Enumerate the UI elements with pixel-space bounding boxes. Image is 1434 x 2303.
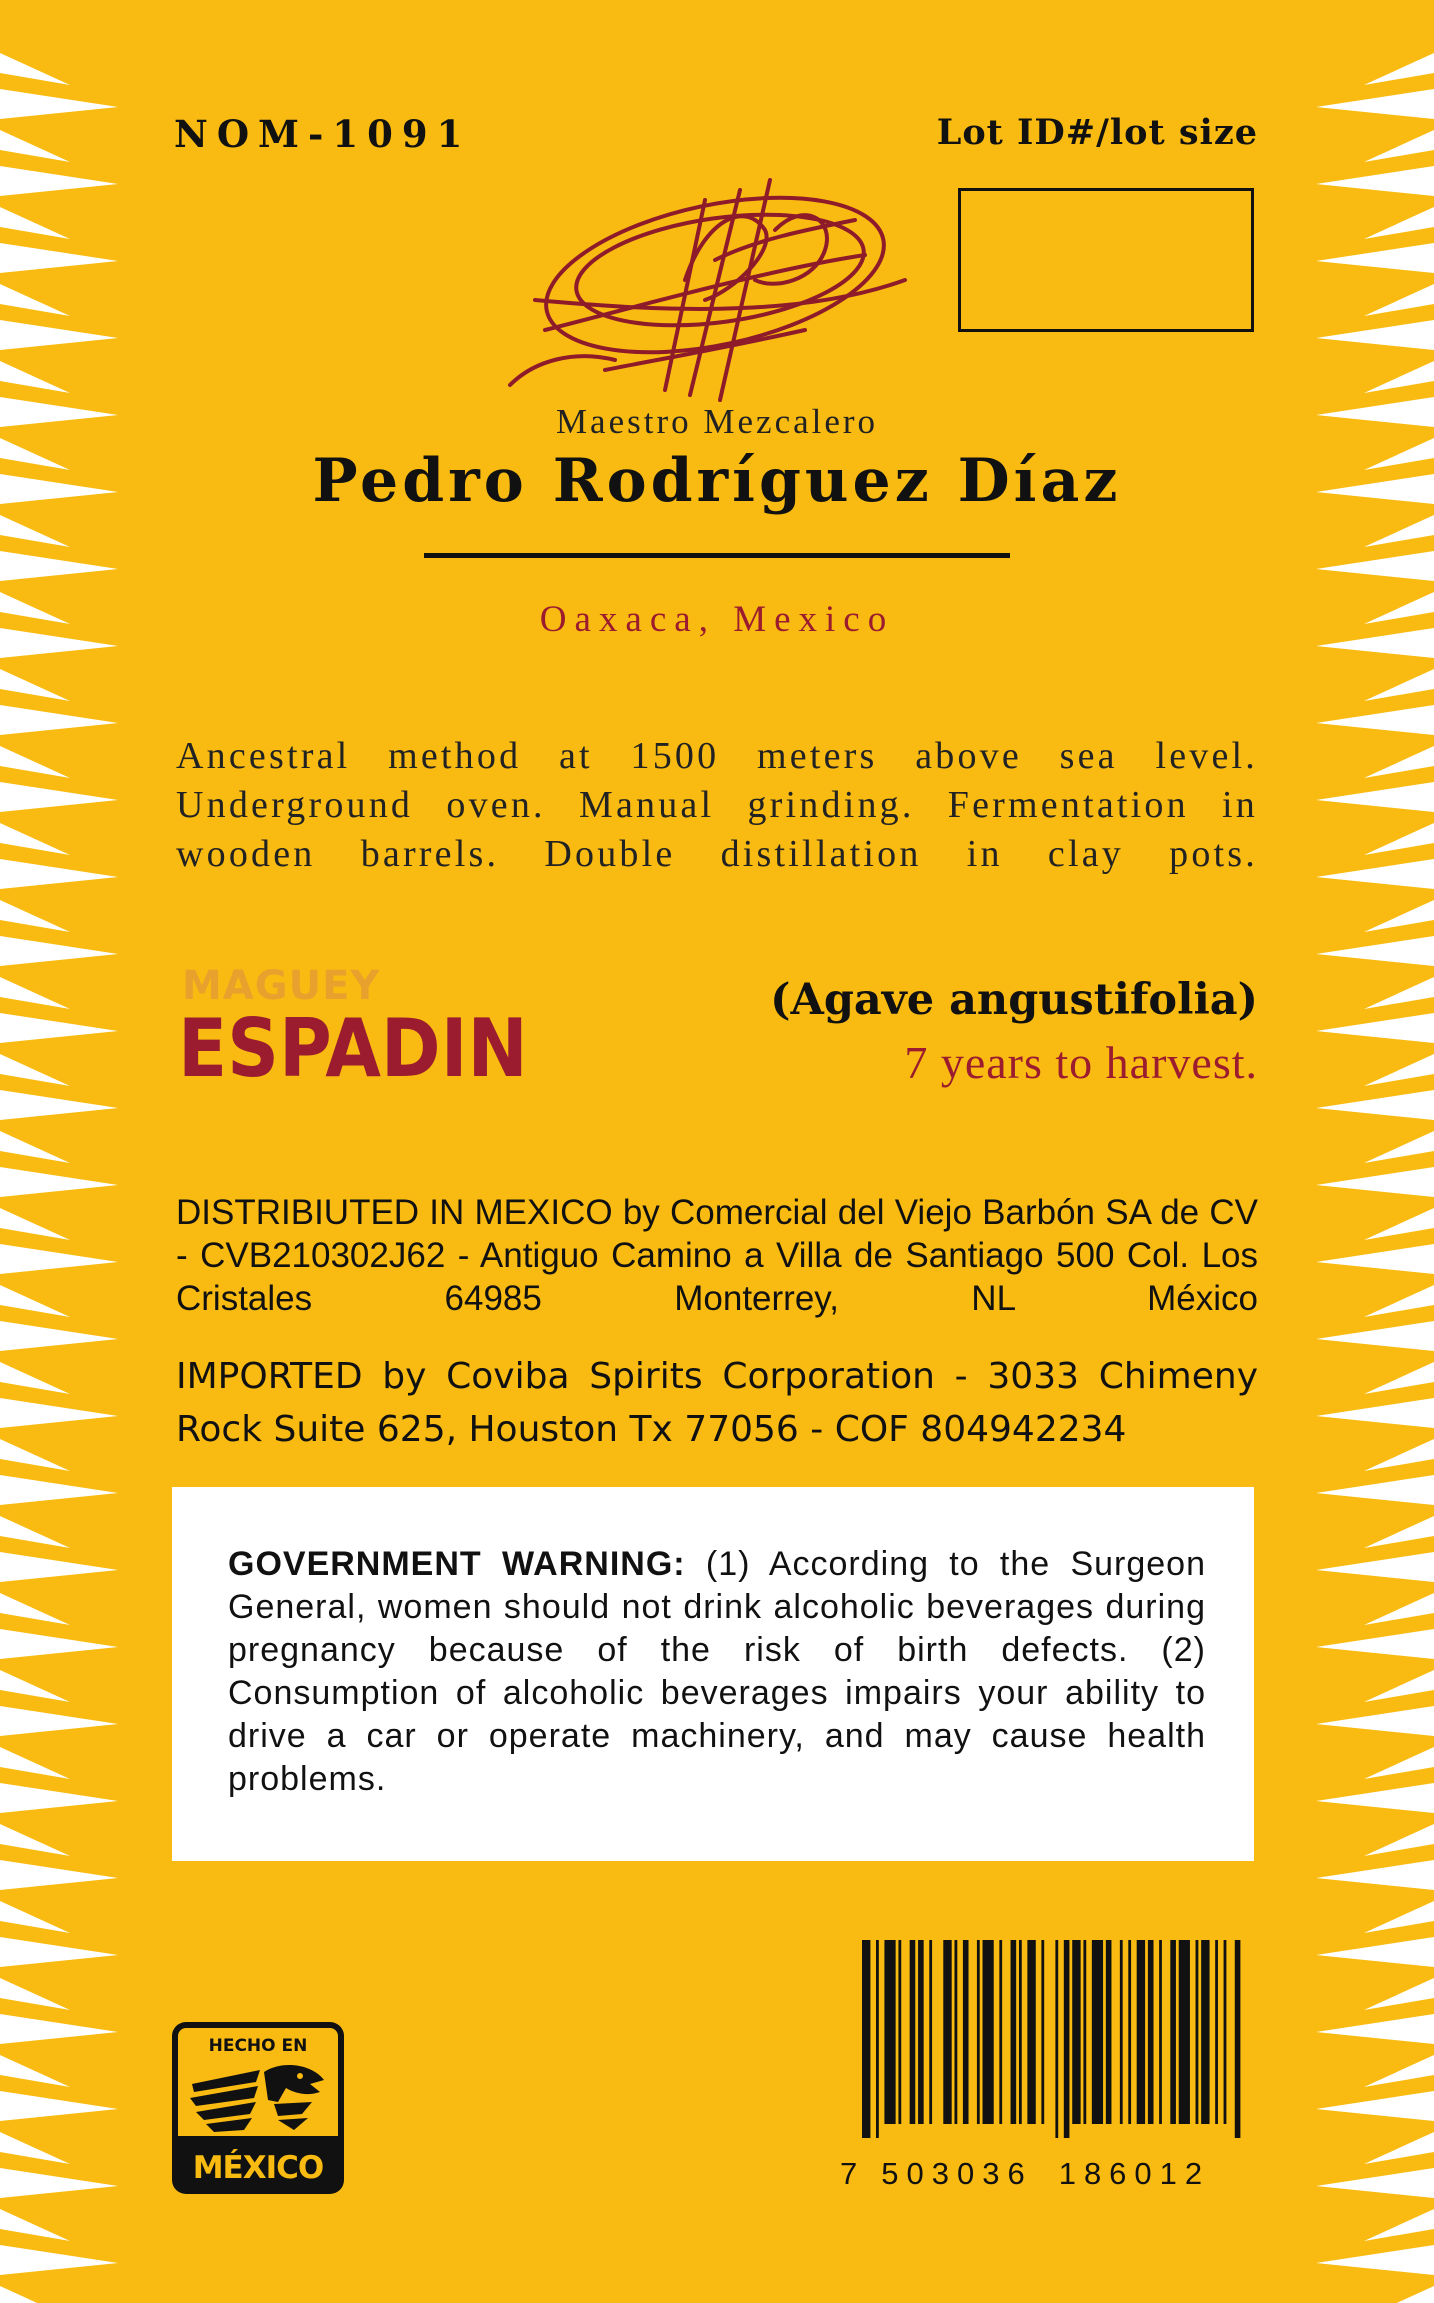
eagle-icon (182, 2062, 332, 2136)
barcode-bar (929, 1940, 932, 2124)
spike (1364, 900, 1434, 932)
agave-name: ESPADIN (178, 1002, 528, 1095)
barcode-bar (999, 1940, 1002, 2124)
barcode-number (840, 2156, 1240, 2192)
spike (0, 1824, 70, 1856)
spike (0, 1321, 118, 1351)
spike (0, 977, 70, 1009)
signature-icon (505, 160, 925, 420)
spike (1364, 1208, 1434, 1240)
spike (1364, 1593, 1434, 1625)
barcode-bar (983, 1940, 994, 2124)
spike (1364, 746, 1434, 778)
barcode-bar (943, 1940, 951, 2124)
spike (0, 2091, 118, 2121)
spike (1364, 1747, 1434, 1779)
spike (1316, 705, 1434, 735)
maestro-name: Pedro Rodríguez Díaz (312, 446, 1122, 516)
spike (0, 669, 70, 701)
spike (1316, 1013, 1434, 1043)
spike (1364, 515, 1434, 547)
spike (1316, 1244, 1434, 1274)
barcode-bar (1019, 1940, 1022, 2124)
distributor-info: DISTRIBIUTED IN MEXICO by Comercial del Viejo Barbón SA de CV - CVB210302J62 - Antiguo Camino a Villa de Santiago 500 Col. Los Cristales 64985 Monterrey, NL México (176, 1193, 1258, 1318)
government-warning-text (228, 1543, 1206, 1801)
barcode-bar (910, 1940, 916, 2124)
barcode-bar (1072, 1940, 1080, 2124)
spike (1316, 1398, 1434, 1428)
spike (1364, 284, 1434, 316)
spike (0, 1901, 70, 1933)
spike (0, 1208, 70, 1240)
spike (0, 515, 70, 547)
warning-heading: GOVERNMENT WARNING: (228, 1545, 686, 1583)
maguey-label: MAGUEY (182, 963, 381, 1009)
barcode-bar (1106, 1940, 1112, 2124)
nom-number: NOM-1091 (174, 112, 472, 156)
spike (1316, 166, 1434, 196)
spike (1364, 2209, 1434, 2241)
spike (1316, 1629, 1434, 1659)
spike (0, 2245, 118, 2275)
barcode-bar (862, 1940, 870, 2138)
spike (0, 284, 70, 316)
harvest-time: 7 years to harvest. (904, 1037, 1258, 1088)
spike (0, 2209, 70, 2241)
barcode-bar (1148, 1940, 1154, 2124)
spike (1364, 1901, 1434, 1933)
spike (0, 1244, 118, 1274)
spike (0, 705, 118, 735)
spike (0, 1937, 118, 1967)
spike (0, 1978, 70, 2010)
spike (0, 166, 118, 196)
spike (0, 2014, 118, 2044)
barcode-bar (918, 1940, 924, 2124)
barcode-bar (1011, 1940, 1017, 2124)
spike (0, 823, 70, 855)
spike (1364, 977, 1434, 1009)
spike (0, 2055, 70, 2087)
spike (0, 2132, 70, 2164)
lot-label: Lot ID#/lot size (936, 112, 1258, 153)
spike (1316, 1706, 1434, 1736)
spike (0, 130, 70, 162)
method-description: Ancestral method at 1500 meters above sea level. Underground oven. Manual grinding. Fermentation in wooden barrels. Double distillation in clay pots. (176, 735, 1258, 875)
barcode-bar (1235, 1940, 1241, 2138)
spike (1364, 53, 1434, 85)
agave-scientific-name: (Agave angustifolia) (770, 975, 1258, 1025)
spike (0, 207, 70, 239)
barcode-lead-digit: 7 (840, 2156, 866, 2191)
spike (0, 361, 70, 393)
spike (1364, 1516, 1434, 1548)
barcode-bar (876, 1940, 879, 2138)
left-spike-border (0, 0, 120, 2303)
spike (1364, 1978, 1434, 2010)
spike (1364, 2132, 1434, 2164)
spike (1316, 1937, 1434, 1967)
spike (0, 243, 118, 273)
spike (0, 1131, 70, 1163)
spike (1316, 243, 1434, 273)
spike (0, 746, 70, 778)
spike (0, 1013, 118, 1043)
spike (1364, 823, 1434, 855)
name-underline (424, 553, 1010, 558)
spike (0, 1593, 70, 1625)
right-spike-border (1314, 0, 1434, 2303)
barcode-bar (1083, 1940, 1086, 2124)
lot-box (958, 188, 1254, 332)
spike (1316, 1552, 1434, 1582)
spike (1316, 1321, 1434, 1351)
barcode-bar (1055, 1940, 1058, 2138)
spike (0, 89, 118, 119)
importer-info: IMPORTED by Coviba Spirits Corporation - 3033 Chimeny Rock Suite 625, Houston Tx 77056 - COF 804942234 (176, 1356, 1258, 1450)
spike (1316, 2245, 1434, 2275)
spike (1364, 361, 1434, 393)
spike (1316, 551, 1434, 581)
logo-bottom-text: MÉXICO (192, 2150, 324, 2186)
spike (1364, 1824, 1434, 1856)
spike (0, 1860, 118, 1890)
barcode-bar (1027, 1940, 1035, 2124)
spike (1316, 859, 1434, 889)
spike (0, 1090, 118, 1120)
barcode-bar (1092, 1940, 1103, 2124)
barcode-group-2: 186012 (1058, 2156, 1211, 2191)
spike (0, 1629, 118, 1659)
spike (0, 1706, 118, 1736)
spike (1316, 1860, 1434, 1890)
spike (1316, 2014, 1434, 2044)
spike (1364, 2286, 1434, 2303)
spike (1364, 1670, 1434, 1702)
spike (0, 551, 118, 581)
spike (0, 1783, 118, 1813)
barcode-bar (1224, 1940, 1227, 2124)
barcode-bar (963, 1940, 969, 2124)
spike (1316, 320, 1434, 350)
spike (1316, 936, 1434, 966)
spike (0, 1475, 118, 1505)
maestro-title: Maestro Mezcalero (555, 402, 879, 441)
spike (1364, 1362, 1434, 1394)
barcode-bar (898, 1940, 901, 2124)
spike (0, 53, 70, 85)
spike (1316, 1475, 1434, 1505)
spike (0, 1398, 118, 1428)
spike (1316, 2091, 1434, 2121)
spike (0, 782, 118, 812)
spike (0, 936, 118, 966)
spike (1364, 1131, 1434, 1163)
spike (0, 1516, 70, 1548)
barcode-bar (884, 1940, 895, 2124)
spike (0, 320, 118, 350)
barcode-bar (977, 1940, 980, 2124)
barcode-icon (862, 1940, 1246, 2138)
barcode-bar (955, 1940, 958, 2124)
spike (0, 1054, 70, 1086)
government-warning-box (172, 1487, 1254, 1861)
spike (1316, 782, 1434, 812)
barcode-bar (1196, 1940, 1199, 2124)
hecho-en-mexico-logo (172, 2022, 344, 2194)
barcode-bar (1179, 1940, 1190, 2124)
barcode-bar (1137, 1940, 1145, 2124)
spike (0, 859, 118, 889)
barcode-bar (1120, 1940, 1123, 2124)
spike (0, 1552, 118, 1582)
spike (1364, 1439, 1434, 1471)
barcode-bar (1201, 1940, 1209, 2124)
spike (0, 1670, 70, 1702)
barcode-bar (1215, 1940, 1218, 2124)
spike (1364, 2055, 1434, 2087)
spike (1316, 1167, 1434, 1197)
barcode-bar (1064, 1940, 1070, 2138)
barcode-bar (1170, 1940, 1176, 2124)
barcode-bar (1128, 1940, 1131, 2124)
spike (0, 2168, 118, 2198)
spike (1364, 207, 1434, 239)
barcode-group-1: 503036 (881, 2156, 1033, 2191)
logo-top-text: HECHO EN (208, 2036, 308, 2056)
spike (0, 1167, 118, 1197)
barcode-bar (1159, 1940, 1162, 2124)
spike (0, 900, 70, 932)
barcode-bar (1041, 1940, 1044, 2124)
origin: Oaxaca, Mexico (539, 599, 895, 640)
spike (1316, 1090, 1434, 1120)
spike (1316, 2168, 1434, 2198)
spike (1364, 669, 1434, 701)
spike (0, 1439, 70, 1471)
spike (1364, 130, 1434, 162)
spike (0, 1362, 70, 1394)
spike (1364, 1054, 1434, 1086)
spike (0, 1747, 70, 1779)
spike (0, 2286, 70, 2303)
spike (1364, 1285, 1434, 1317)
spike (1316, 1783, 1434, 1813)
warning-body: (1) According to the Surgeon General, women should not drink alcoholic beverages during pregnancy because of the risk of birth defects. (2) Consumption of alcoholic beverages impairs your ability to drive a car or operate machinery, and may cause health problems. (228, 1545, 1206, 1798)
spike (1316, 89, 1434, 119)
spike (0, 1285, 70, 1317)
